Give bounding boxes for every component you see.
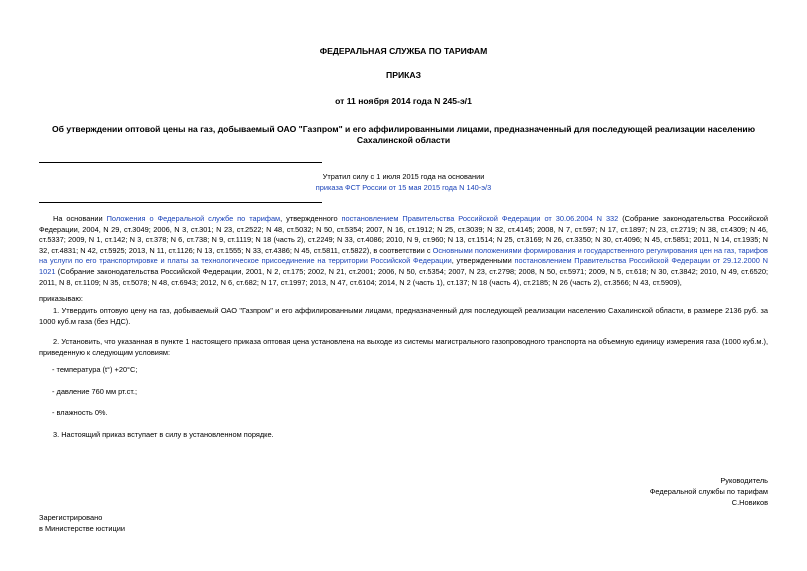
basis-prefix: На основании (53, 214, 103, 223)
basis-text-2: (Собрание законодательства Российской Федерации, 2004, N 29, ст.3049; 2006, N 3, ст.301; N 23, ст.2522; N 48, ст.5032; N 50, ст.5354; 2007, N 16, ст.1912; N 25, ст.3039; N 32, ст.4145; 2008, N 7, ст.597; N 17, ст.1897; N 23, ст.2719; N 38, ст.4309; N 46, ст.5337; 2009, N 1, ст.142; N 3, ст.378; N 6, ст.738; N 9, ст.1119; N 18 (часть 2), ст.2249; N 33, ст.4086; 2010, N 9, ст.960; N 13, ст.1514; N 25, ст.3169; N 26, ст.3350; N 30, ст.4096; N 45, ст.5851; 2011, N 14, ст.1935; N 32, ст.4831; N 42, ст.5925; 2013, N 11, ст.1126; N 13, ст.1555; N 33, ст.4386; N 45, ст.5811, ст.5822), в соответствии с (39, 214, 768, 255)
link-resolution-1021[interactable]: постановлением Правительства Российской Федерации от 29.12.2000 N 1021 (39, 256, 768, 276)
divider-top (39, 162, 322, 163)
basis-text-3: , утвержденными (451, 256, 515, 266)
signature-block (500, 475, 768, 508)
registration-line-2: в Министерстве юстиции (39, 524, 126, 533)
basis-paragraph (39, 214, 768, 288)
document-type-heading: ПРИКАЗ (386, 70, 421, 80)
document-date-number: от 11 ноября 2014 года N 245-э/1 (335, 96, 472, 106)
paragraph-3: 3. Настоящий приказ вступает в силу в установленном порядке. (53, 430, 274, 439)
signature-org: Федеральной службы по тарифам (649, 487, 768, 496)
orders-label: приказываю: (39, 294, 83, 303)
basis-text-1: , утвержденного (280, 214, 338, 223)
void-note-link[interactable]: приказа ФСТ России от 15 мая 2015 года N 140-э/3 (315, 183, 492, 192)
basis-text-4: (Собрание законодательства Российской Федерации, 2001, N 2, ст.175; 2002, N 21, ст.2001; 2006, N 50, ст.5354; 2007, N 23, ст.2798; 2008, N 50, ст.5971; 2009, N 5, ст.618; N 30, ст.3842; 2010, N 49, ст.6520; 2011, N 8, ст.1109; N 35, ст.5078; N 48, ст.6943; 2012, N 6, ст.682; N 17, ст.1997; 2013, N 47, ст.6104; 2014, N 2 (часть 1), ст.137; N 18 (часть 4), ст.2185; N 26 (часть 2), ст.3566; N 43, ст.5909), (39, 266, 768, 287)
paragraph-2: 2. Установить, что указанная в пункте 1 настоящего приказа оптовая цена установлена на выходе из системы магистрального газопроводного транспорта на объемную единицу измерения газа (1000 куб.м.), приведенную к следующим условиям: (39, 337, 768, 357)
signature-name: С.Новиков (731, 498, 768, 507)
registration-block (39, 512, 125, 534)
document-title: Об утверждении оптовой цены на газ, добываемый ОАО "Газпром" и его аффилированными лицами, предназначенный для последующей реализации населению Сахалинской области (51, 124, 756, 145)
agency-heading: ФЕДЕРАЛЬНАЯ СЛУЖБА ПО ТАРИФАМ (319, 46, 488, 56)
void-note-text: Утратил силу с 1 июля 2015 года на основании (322, 172, 485, 181)
link-basic-provisions[interactable]: Основными положениями формирования и государственного регулирования цен на газ, тарифов на услуги по его транспортировке и платы за технологическое присоединение на территории Российской Федерации (39, 245, 768, 266)
void-note (39, 171, 768, 193)
divider-bottom (39, 202, 322, 203)
link-resolution-332[interactable]: постановлением Правительства Российской Федерации от 30.06.2004 N 332 (341, 214, 619, 223)
condition-pressure: - давление 760 мм рт.ст.; (52, 387, 138, 396)
registration-line-1: Зарегистрировано (39, 513, 103, 522)
paragraph-1: 1. Утвердить оптовую цену на газ, добываемый ОАО "Газпром" и его аффилированными лицами, предназначенный для последующей реализации населению Сахалинской области, в размере 2136 руб. за 1000 куб.м газа (без НДС). (39, 306, 768, 326)
condition-humidity: - влажность 0%. (52, 408, 108, 417)
condition-temperature: - температура (t°) +20°С; (52, 365, 138, 374)
signature-role: Руководитель (720, 476, 768, 485)
link-regulation-fst[interactable]: Положения о Федеральной службе по тарифам (106, 214, 281, 223)
